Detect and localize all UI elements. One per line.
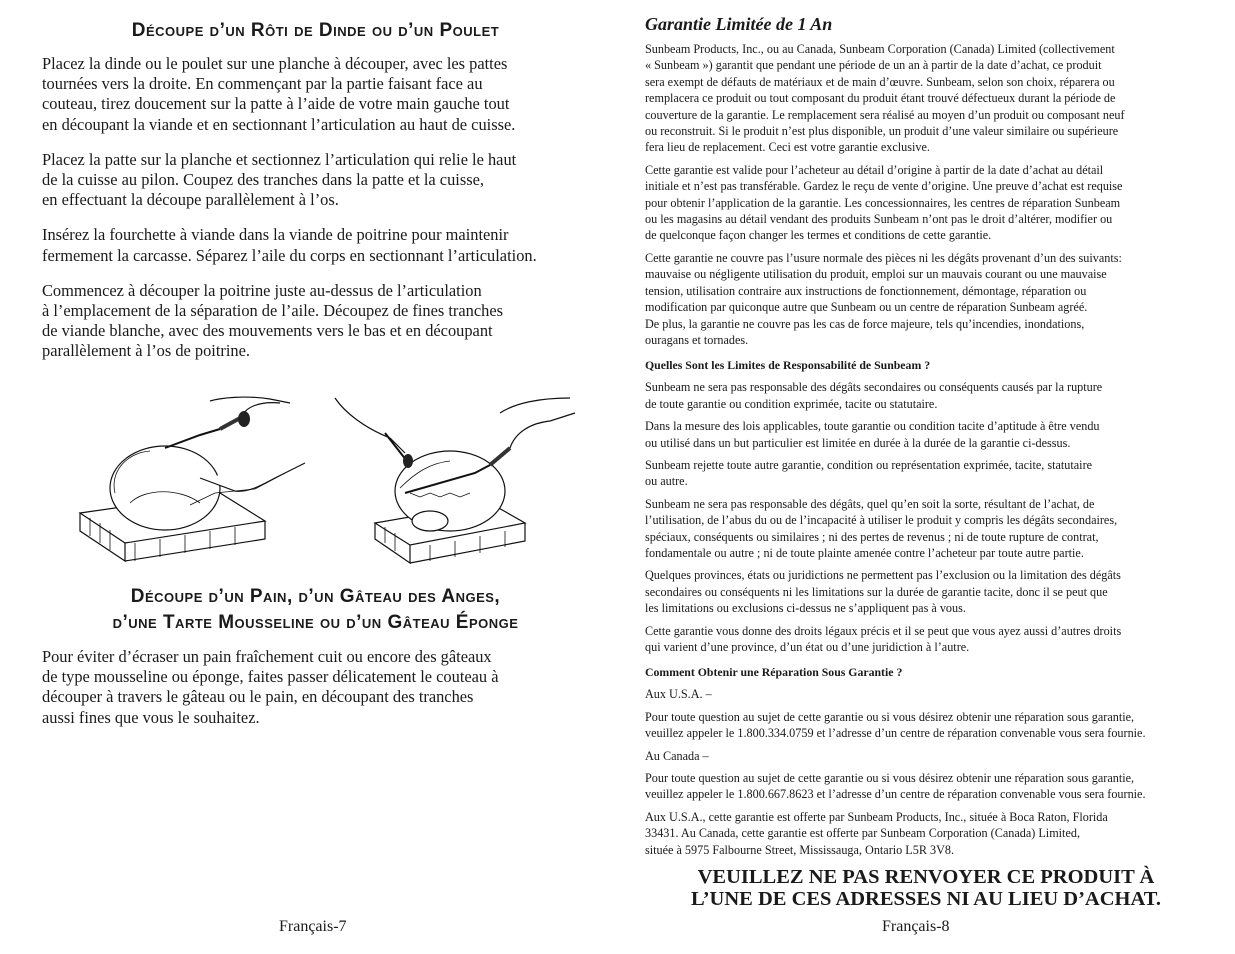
left-page-number: Français-7 [279,918,347,935]
poultry-paragraph-2: Placez la patte sur la planche et sectionnez l’articulation qui relie le haut de la cuisse au pilon. Coupez des tranches dans la patte et la cuisse, en effectuant la découpe parallèlement à l’os. [42,149,517,210]
bread-cake-title-line-1: Découpe d’un Pain, d’un Gâteau des Anges, [130,586,501,607]
us-label: Aux U.S.A. – [645,687,712,702]
right-page [617,0,1235,954]
do-not-return-notice: VEUILLEZ NE PAS RENVOYER CE PRODUIT À L’UNE DE CES ADRESSES NI AU LIEU D’ACHAT. [690,866,1162,910]
warranty-paragraph-1: Sunbeam Products, Inc., ou au Canada, Sunbeam Corporation (Canada) Limited (collectivement « Sunbeam ») garantit que pendant une période de un an à partir de la date d’achat, ce produit sera exempt de défauts de matériaux et de main d’œuvre. Sunbeam, selon son choix, réparera ou remplacera ce produit ou tout composant du produit étant trouvé défectueux durant la période de couverture de la garantie. Le remplacement sera réalisé au moyen d’un produit ou composant neuf ou reconstruit. Si le produit n’est plus disponible, un produit d’une valeur similaire ou supérieure fera lieu de replacement. Ceci est votre garantie exclusive. [645,42,1125,155]
limits-paragraph-5: Quelques provinces, états ou juridictions ne permettent pas l’exclusion ou la limitation des dégâts secondaires ou conséquents ni les limitations sur la durée de garantie tacite, donc il se peut que les limitations ou exclusions ci-dessus ne s’appliquent pas à vous. [645,568,1121,616]
poultry-carving-title: Découpe d’un Rôti de Dinde ou d’un Poulet [131,20,500,41]
warranty-title: Garantie Limitée de 1 An [645,14,833,34]
us-service-text: Pour toute question au sujet de cette garantie ou si vous désirez obtenir une réparation sous garantie, veuillez appeler le 1.800.334.0759 et l’adresse d’un centre de réparation convenable vous sera fournie. [645,709,1146,741]
bread-cake-paragraph: Pour éviter d’écraser un pain fraîchement cuit ou encore des gâteaux de type mousseline ou éponge, faites passer délicatement le couteau à découper à travers le gâteau ou le pain, en découpant des tranches aussi fines que vous le souhaitez. [42,647,499,727]
canada-label: Au Canada – [645,748,709,763]
carving-illustration [70,393,590,573]
canada-service-text: Pour toute question au sujet de cette garantie ou si vous désirez obtenir une réparation sous garantie, veuillez appeler le 1.800.667.8623 et l’adresse d’un centre de réparation convenable vous sera fournie. [645,771,1146,802]
limits-paragraph-3: Sunbeam rejette toute autre garantie, condition ou représentation exprimée, tacite, statutaire ou autre. [645,457,1093,489]
poultry-paragraph-3: Insérez la fourchette à viande dans la viande de poitrine pour maintenir fermement la carcasse. Séparez l’aile du corps en sectionnant l’articulation. [42,225,537,265]
poultry-paragraph-4: Commencez à découper la poitrine juste au-dessus de l’articulation à l’emplacement de la séparation de l’aile. Découpez de fines tranches de viande blanche, avec des mouvements vers le bas et en découpant parallèlement à l’os de poitrine. [42,280,503,361]
service-heading: Comment Obtenir une Réparation Sous Garantie ? [645,665,903,680]
warranty-paragraph-2: Cette garantie est valide pour l’acheteur au détail d’origine à partir de la date d’achat au détail initiale et n’est pas transférable. Gardez le reçu de vente d’origine. Une preuve d’achat est requise pour obtenir l’application de la garantie. Les concessionnaires, les centres de réparation Sunbeam ou les magasins au détail vendant des produits Sunbeam n’ont pas le droit d’altérer, modifier ou de quelconque façon changer les termes et conditions de cette garantie. [645,162,1123,243]
limits-paragraph-1: Sunbeam ne sera pas responsable des dégâts secondaires ou conséquents causés par la rupture de toute garantie ou condition exprimée, tacite ou statutaire. [645,380,1103,411]
turkey-carving-drawing-right [335,398,575,563]
limits-paragraph-6: Cette garantie vous donne des droits légaux précis et il se peut que vous ayez aussi d’autres droits qui varient d’une province, d’un état ou d’une juridiction à l’autre. [645,623,1122,654]
right-page-number: Français-8 [882,918,950,935]
warranty-address-text: Aux U.S.A., cette garantie est offerte par Sunbeam Products, Inc., située à Boca Raton, Florida 33431. Au Canada, cette garantie est offerte par Sunbeam Corporation (Canada) Limited, située à 5975 Falbourne Street, Mississauga, Ontario L5R 3V8. [645,809,1108,857]
limits-paragraph-4: Sunbeam ne sera pas responsable des dégâts, quel qu’en soit la sorte, résultant de l’achat, de l’utilisation, de l’abus du ou de l’incapacité à utiliser le produit y compris les dégâts secondaires, spéciaux, conséquents ou similaires ; ni des pertes de revenus ; ni de toute rupture de contrat, fondamentale ou autre ; ni de toute plainte amenée contre l’acheteur par toute autre partie. [645,496,1118,560]
limits-heading: Quelles Sont les Limites de Responsabilité de Sunbeam ? [645,358,931,373]
warranty-paragraph-3: Cette garantie ne couvre pas l’usure normale des pièces ni les dégâts provenant d’un des suivants: mauvaise ou négligente utilisation du produit, emploi sur un mauvais courant ou une mauvaise tension, utilisation contraire aux instructions de fonctionnement, démontage, réparation ou modification par quiconque autre que Sunbeam ou un centre de réparation Sunbeam agréé. De plus, la garantie ne couvre pas les cas de force majeure, tels qu’incendies, inondations, ouragans et tornades. [645,250,1122,347]
limits-paragraph-2: Dans la mesure des lois applicables, toute garantie ou condition tacite d’aptitude à être vendu ou utilisé dans un but particulier est limitée en durée à la durée de la garantie ci-dessus. [645,419,1100,450]
poultry-paragraph-1: Placez la dinde ou le poulet sur une planche à découper, avec les pattes tournées vers la droite. En commençant par la partie faisant face au couteau, tirez doucement sur la patte à l’aide de votre main gauche tout en découpant la viande et en sectionnant l’articulation au haut de cuisse. [42,54,516,134]
bread-cake-section [42,584,589,636]
turkey-carving-drawing-left [80,397,305,561]
bread-cake-title-line-2: d’une Tarte Mousseline ou d’un Gâteau Éponge [112,612,519,633]
